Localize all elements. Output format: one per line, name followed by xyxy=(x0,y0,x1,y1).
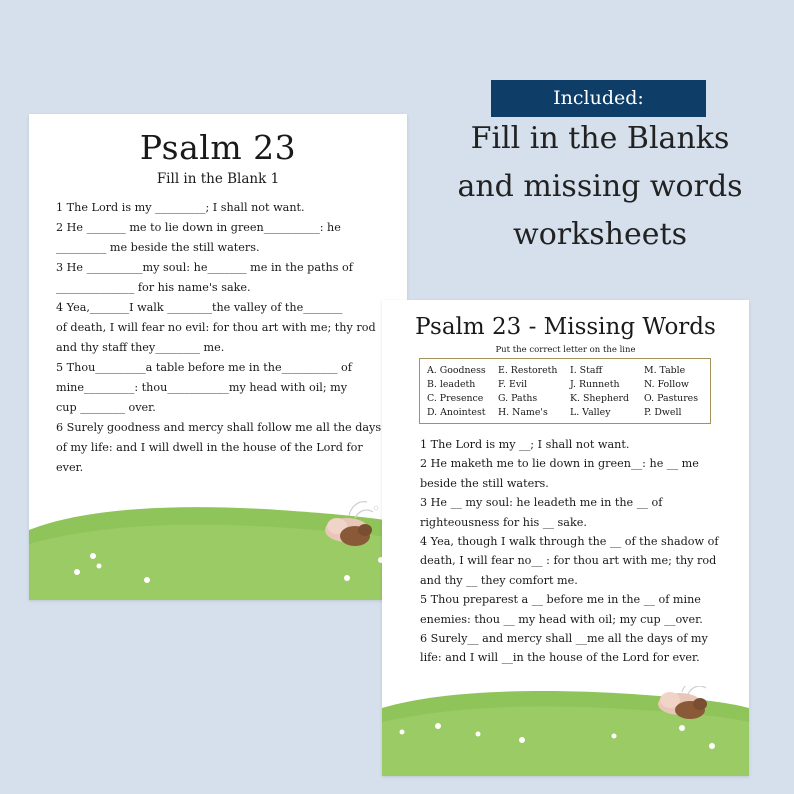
key-item: P. Dwell xyxy=(644,407,682,418)
verse-line: 4 Yea, though I walk through the __ of the shadow of xyxy=(420,534,719,548)
verse-line: 6 Surely goodness and mercy shall follow me all the days xyxy=(56,421,382,434)
verse-line: 3 He __ my soul: he leadeth me in the __ of xyxy=(420,496,663,510)
word-key-box xyxy=(419,358,711,424)
verse-line: of my life: and I will dwell in the house of the Lord for xyxy=(56,441,363,454)
key-item: C. Presence xyxy=(427,393,484,404)
headline-line-2: and missing words xyxy=(457,169,743,204)
verse-line: and thy __ they comfort me. xyxy=(420,573,578,587)
verse-line: life: and I will __in the house of the Lord for ever. xyxy=(420,651,700,665)
included-banner xyxy=(491,80,706,117)
verse-line: beside the still waters. xyxy=(420,476,549,490)
key-item: E. Restoreth xyxy=(498,365,558,376)
verse-line: 3 He __________my soul: he_______ me in the paths of xyxy=(56,261,353,274)
verse-line: 5 Thou_________a table before me in the__________ of xyxy=(56,361,352,374)
key-item: B. leadeth xyxy=(427,379,476,390)
key-item: J. Runneth xyxy=(570,379,620,390)
worksheet2-subtitle: Put the correct letter on the line xyxy=(495,345,636,355)
worksheet2-verses xyxy=(420,435,720,668)
verse-line: 1 The Lord is my _________; I shall not want. xyxy=(56,201,305,214)
key-item: O. Pastures xyxy=(644,393,699,404)
verse-line: of death, I will fear no evil: for thou art with me; thy rod xyxy=(56,321,376,334)
key-item: M. Table xyxy=(644,365,686,376)
verse-line: cup ________ over. xyxy=(56,401,156,414)
verse-line: 5 Thou preparest a __ before me in the __ of mine xyxy=(420,593,701,607)
worksheet-missing-words xyxy=(382,300,749,776)
verse-line: righteousness for his __ sake. xyxy=(420,515,587,529)
verse-line: 2 He maketh me to lie down in green__: he __ me xyxy=(420,457,699,471)
grass-hill-illustration xyxy=(382,686,749,776)
key-item: A. Goodness xyxy=(427,365,486,376)
included-banner-label: Included: xyxy=(553,87,644,109)
key-item: F. Evil xyxy=(498,379,528,390)
verse-line: mine_________: thou___________my head with oil; my xyxy=(56,381,348,394)
key-item: G. Paths xyxy=(498,393,538,404)
verse-line: ever. xyxy=(56,461,84,474)
worksheet1-subtitle: Fill in the Blank 1 xyxy=(156,171,280,187)
key-item: I. Staff xyxy=(570,365,603,376)
verse-line: 6 Surely__ and mercy shall __me all the days of my xyxy=(420,631,708,645)
verse-line: death, I will fear no__ : for thou art with me; thy rod xyxy=(420,554,717,568)
verse-line: and thy staff they________ me. xyxy=(56,341,225,354)
worksheet1-verses xyxy=(56,198,386,478)
grass-hill-illustration xyxy=(29,500,407,600)
verse-line: 4 Yea,_______I walk ________the valley of the_______ xyxy=(56,301,343,314)
key-item: D. Anointest xyxy=(427,407,486,418)
verse-line: enemies: thou __ my head with oil; my cup __over. xyxy=(420,612,703,626)
worksheet2-title: Psalm 23 - Missing Words xyxy=(415,314,716,340)
verse-line: ______________ for his name's sake. xyxy=(56,281,251,294)
key-item: L. Valley xyxy=(570,407,611,418)
worksheet-fill-in-blank xyxy=(29,114,407,600)
key-item: N. Follow xyxy=(644,379,689,390)
verse-line: 1 The Lord is my __; I shall not want. xyxy=(420,438,630,451)
key-item: H. Name's xyxy=(498,407,548,418)
worksheet1-title: Psalm 23 xyxy=(139,128,297,167)
verse-line: 2 He _______ me to lie down in green__________: he xyxy=(56,221,341,234)
headline-line-3: worksheets xyxy=(513,217,687,252)
key-item: K. Shepherd xyxy=(570,393,630,404)
headline-line-1: Fill in the Blanks xyxy=(470,121,730,156)
verse-line: _________ me beside the still waters. xyxy=(56,241,260,254)
